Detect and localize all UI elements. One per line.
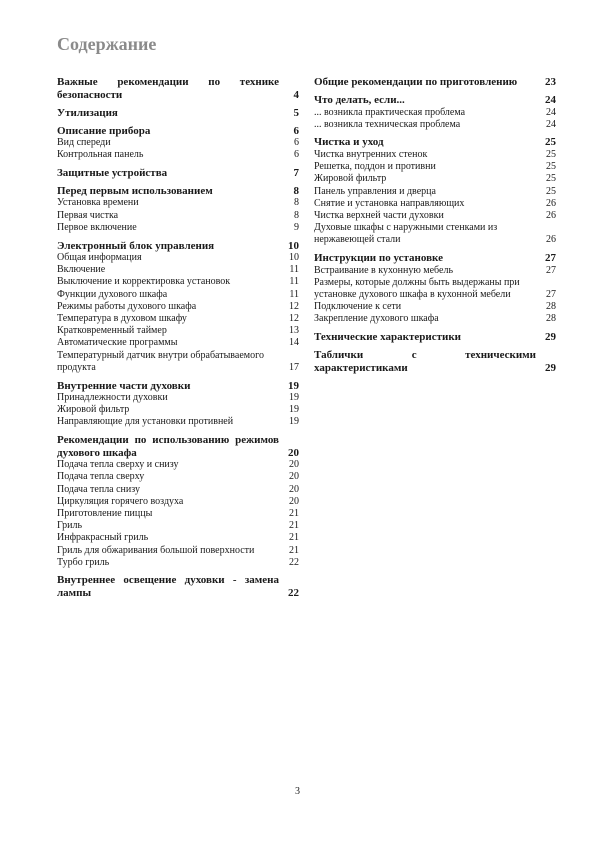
toc-entry-label: Духовые шкафы с наружными стенками из нержавеющей стали xyxy=(314,222,498,246)
toc-section xyxy=(57,125,299,162)
toc-section-title: Защитные устройства xyxy=(57,166,168,179)
toc-section-title: Утилизация xyxy=(57,106,118,119)
toc-entry-page: 27 xyxy=(546,264,556,276)
toc-entry-label: Жировой фильтр xyxy=(314,173,387,185)
toc-section xyxy=(57,167,299,180)
toc-entry-label: Включение xyxy=(57,264,106,276)
toc-entry-label: Гриль xyxy=(57,520,83,532)
toc-entry-page: 21 xyxy=(289,532,299,544)
toc-section-title: Рекомендации по использованию режимов духового шкафа xyxy=(57,434,279,459)
toc-section-title: Электронный блок управления xyxy=(57,239,215,252)
toc-entry-page: 25 xyxy=(546,148,556,160)
toc-section-title: Внутренние части духовки xyxy=(57,379,191,392)
toc-entry-label: Общая информация xyxy=(57,252,142,264)
toc-entry-page: 17 xyxy=(289,361,299,373)
toc-entry[interactable] xyxy=(314,173,556,185)
toc-section-heading[interactable] xyxy=(314,136,556,149)
toc-entry-page: 20 xyxy=(289,483,299,495)
toc-entry[interactable] xyxy=(57,416,299,428)
toc-entry-page: 19 xyxy=(289,392,299,404)
toc-section-heading[interactable] xyxy=(57,240,299,253)
toc-entry[interactable] xyxy=(57,545,299,557)
toc-section-page: 10 xyxy=(288,239,299,252)
toc-entry-label: Подача тепла снизу xyxy=(57,483,140,495)
toc-section-page: 5 xyxy=(293,106,299,119)
toc-entry[interactable] xyxy=(314,313,556,325)
toc-entry-label: Панель управления и дверца xyxy=(314,185,436,197)
toc-section-page: 25 xyxy=(545,136,556,149)
toc-entry-label: Чистка верхней части духовки xyxy=(314,209,444,221)
toc-entry-page: 24 xyxy=(546,106,556,118)
toc-section-heading[interactable] xyxy=(57,107,299,120)
toc-section-title: Описание прибора xyxy=(57,124,151,137)
toc-entry[interactable] xyxy=(57,289,299,301)
toc-entry-label: ... возникла техническая проблема xyxy=(314,118,461,130)
toc-section-heading[interactable] xyxy=(57,167,299,180)
toc-section-page: 29 xyxy=(545,331,556,344)
toc-entry-label: Контрольная панель xyxy=(57,149,144,161)
toc-entry-page: 22 xyxy=(289,556,299,568)
toc-entry[interactable] xyxy=(57,404,299,416)
toc-section-title: Общие рекомендации по приготовлению xyxy=(314,76,518,88)
toc-entry-label: Циркуляция горячего воздуха xyxy=(57,495,184,507)
toc-section-heading[interactable] xyxy=(314,94,556,107)
toc-section-heading[interactable] xyxy=(57,434,299,459)
toc-section xyxy=(57,185,299,234)
toc-section-page: 4 xyxy=(293,88,299,101)
toc-section xyxy=(57,240,299,375)
toc-entry-label: Турбо гриль xyxy=(57,556,110,568)
toc-section-page: 20 xyxy=(288,446,299,459)
toc-entry[interactable] xyxy=(57,484,299,496)
toc-entry[interactable] xyxy=(314,107,556,119)
toc-entry-page: 24 xyxy=(546,118,556,130)
toc-entry[interactable] xyxy=(314,149,556,161)
toc-entry[interactable] xyxy=(57,252,299,264)
toc-entry[interactable] xyxy=(314,198,556,210)
toc-entry[interactable] xyxy=(57,350,299,374)
toc-entry-page: 6 xyxy=(294,149,299,161)
toc-section-heading[interactable] xyxy=(314,76,556,89)
toc-entry[interactable] xyxy=(57,264,299,276)
toc-section-page: 19 xyxy=(288,379,299,392)
toc-section-heading[interactable] xyxy=(314,349,556,374)
toc-entry[interactable] xyxy=(314,119,556,131)
toc-section-heading[interactable] xyxy=(57,574,299,599)
toc-entry-label: Первая чистка xyxy=(57,209,119,221)
toc-entry-label: Встраивание в кухонную мебель xyxy=(314,264,454,276)
toc-entry-page: 21 xyxy=(289,520,299,532)
toc-entry-page: 20 xyxy=(289,495,299,507)
toc-entry[interactable] xyxy=(314,161,556,173)
toc-right-column xyxy=(314,76,556,380)
toc-entry-label: Кратковременный таймер xyxy=(57,325,167,337)
toc-entry-page: 11 xyxy=(289,276,299,288)
toc-entry-page: 8 xyxy=(294,197,299,209)
toc-entry[interactable] xyxy=(57,149,299,161)
toc-entry[interactable] xyxy=(57,471,299,483)
toc-entry-page: 25 xyxy=(546,173,556,185)
toc-entry-label: Вид спереди xyxy=(57,137,111,148)
toc-section-heading[interactable] xyxy=(314,331,556,344)
toc-section xyxy=(57,574,299,599)
toc-entry-page: 28 xyxy=(546,301,556,313)
toc-entry-page: 26 xyxy=(546,197,556,209)
toc-entry[interactable] xyxy=(57,210,299,222)
toc-entry[interactable] xyxy=(314,277,556,301)
toc-section xyxy=(57,76,299,101)
toc-entry[interactable] xyxy=(57,508,299,520)
toc-entry-page: 21 xyxy=(289,507,299,519)
toc-section-title: Инструкции по установке xyxy=(314,252,444,265)
toc-entry[interactable] xyxy=(57,276,299,288)
toc-entry-label: Автоматические программы xyxy=(57,337,178,349)
toc-section xyxy=(57,380,299,429)
toc-section xyxy=(57,434,299,569)
toc-section-title: Что делать, если... xyxy=(314,94,405,106)
toc-entry-label: Приготовление пиццы xyxy=(57,507,153,519)
toc-section xyxy=(314,136,556,246)
toc-section-page: 7 xyxy=(293,166,299,179)
toc-left-column xyxy=(57,76,299,605)
toc-section-page: 23 xyxy=(545,76,556,88)
toc-entry-page: 12 xyxy=(289,300,299,312)
toc-entry-page: 10 xyxy=(289,252,299,264)
toc-entry-page: 8 xyxy=(294,209,299,221)
toc-section-heading[interactable] xyxy=(57,76,299,101)
toc-entry-page: 14 xyxy=(289,337,299,349)
toc-section-heading[interactable] xyxy=(57,380,299,393)
toc-entry[interactable] xyxy=(57,496,299,508)
toc-section xyxy=(314,252,556,326)
toc-entry[interactable] xyxy=(57,197,299,209)
toc-entry-label: Подача тепла сверху и снизу xyxy=(57,459,179,471)
toc-section-page: 22 xyxy=(288,586,299,599)
toc-entry-label: Температурный датчик внутри обрабатываемого продукта xyxy=(57,349,264,373)
toc-entry[interactable] xyxy=(314,301,556,313)
toc-section-title: Технические характеристики xyxy=(314,331,462,344)
toc-entry[interactable] xyxy=(57,459,299,471)
toc-entry-page: 11 xyxy=(289,288,299,300)
toc-entry[interactable] xyxy=(57,392,299,404)
toc-entry[interactable] xyxy=(57,520,299,532)
toc-entry-label: Размеры, которые должны быть выдержаны при установке духового шкафа в кухонной мебели xyxy=(314,276,520,300)
toc-entry[interactable] xyxy=(57,301,299,313)
toc-entry[interactable] xyxy=(57,325,299,337)
toc-entry-label: Чистка внутренних стенок xyxy=(314,148,428,160)
toc-entry-page: 26 xyxy=(546,209,556,221)
toc-entry-label: Режимы работы духового шкафа xyxy=(57,300,197,312)
toc-entry-label: Решетка, поддон и противни xyxy=(314,161,436,173)
toc-section xyxy=(314,331,556,344)
toc-entry-page: 19 xyxy=(289,416,299,428)
toc-entry[interactable] xyxy=(57,337,299,349)
toc-entry-label: Температура в духовом шкафу xyxy=(57,313,187,325)
toc-entry-label: Жировой фильтр xyxy=(57,404,130,416)
toc-entry-page: 27 xyxy=(546,288,556,300)
toc-entry-page: 20 xyxy=(289,471,299,483)
toc-section-heading[interactable] xyxy=(314,252,556,265)
toc-entry-label: Принадлежности духовки xyxy=(57,392,168,404)
toc-entry-page: 13 xyxy=(289,325,299,337)
toc-entry-page: 26 xyxy=(546,234,556,246)
page-title: Содержание xyxy=(57,34,157,54)
toc-section-heading[interactable] xyxy=(57,185,299,198)
toc-entry-label: Выключение и корректировка установок xyxy=(57,276,231,288)
toc-section-title: Таблички с техническими характеристиками xyxy=(314,349,536,374)
toc-entry[interactable] xyxy=(57,557,299,569)
toc-section-page: 27 xyxy=(545,252,556,265)
toc-entry-page: 9 xyxy=(294,221,299,233)
toc-section-page: 8 xyxy=(293,184,299,197)
toc-entry-label: Установка времени xyxy=(57,197,139,209)
toc-section-page: 29 xyxy=(545,361,556,374)
toc-entry-page: 11 xyxy=(289,264,299,276)
page-number: 3 xyxy=(295,786,300,797)
toc-entry[interactable] xyxy=(314,210,556,222)
toc-entry-label: Направляющие для установки противней xyxy=(57,416,234,428)
toc-entry[interactable] xyxy=(314,265,556,277)
toc-section xyxy=(314,76,556,89)
toc-entry[interactable] xyxy=(314,186,556,198)
toc-entry-label: Первое включение xyxy=(57,221,137,233)
toc-entry-page: 12 xyxy=(289,313,299,325)
toc-entry-page: 21 xyxy=(289,544,299,556)
toc-section xyxy=(314,349,556,374)
toc-entry[interactable] xyxy=(57,222,299,234)
toc-entry-page: 28 xyxy=(546,313,556,325)
toc-entry-label: Инфракрасный гриль xyxy=(57,532,149,544)
toc-entry-label: Функции духового шкафа xyxy=(57,288,168,300)
toc-entry-label: Закрепление духового шкафа xyxy=(314,313,439,325)
toc-section-page: 24 xyxy=(545,94,556,106)
toc-section-heading[interactable] xyxy=(57,125,299,138)
toc-section-title: Внутреннее освещение духовки - замена лампы xyxy=(57,574,279,599)
toc-entry[interactable] xyxy=(314,222,556,246)
toc-section xyxy=(314,94,556,131)
toc-entry-page: 20 xyxy=(289,459,299,471)
toc-entry-label: Снятие и установка направляющих xyxy=(314,197,465,209)
toc-entry-label: ... возникла практическая проблема xyxy=(314,106,466,118)
toc-entry-label: Подключение к сети xyxy=(314,301,402,313)
toc-entry[interactable] xyxy=(57,137,299,149)
toc-section-title: Важные рекомендации по технике безопасности xyxy=(57,76,279,101)
toc-entry-page: 25 xyxy=(546,161,556,173)
toc-entry[interactable] xyxy=(57,532,299,544)
toc-entry-page: 6 xyxy=(294,137,299,148)
toc-entry-label: Подача тепла сверху xyxy=(57,471,145,483)
toc-entry[interactable] xyxy=(57,313,299,325)
toc-entry-label: Гриль для обжаривания большой поверхности xyxy=(57,544,255,556)
toc-entry-page: 25 xyxy=(546,185,556,197)
toc-section-title: Перед первым использованием xyxy=(57,184,213,197)
toc-entry-page: 19 xyxy=(289,404,299,416)
toc-section-title: Чистка и уход xyxy=(314,136,384,149)
toc-section xyxy=(57,107,299,120)
toc-section-page: 6 xyxy=(293,124,299,137)
